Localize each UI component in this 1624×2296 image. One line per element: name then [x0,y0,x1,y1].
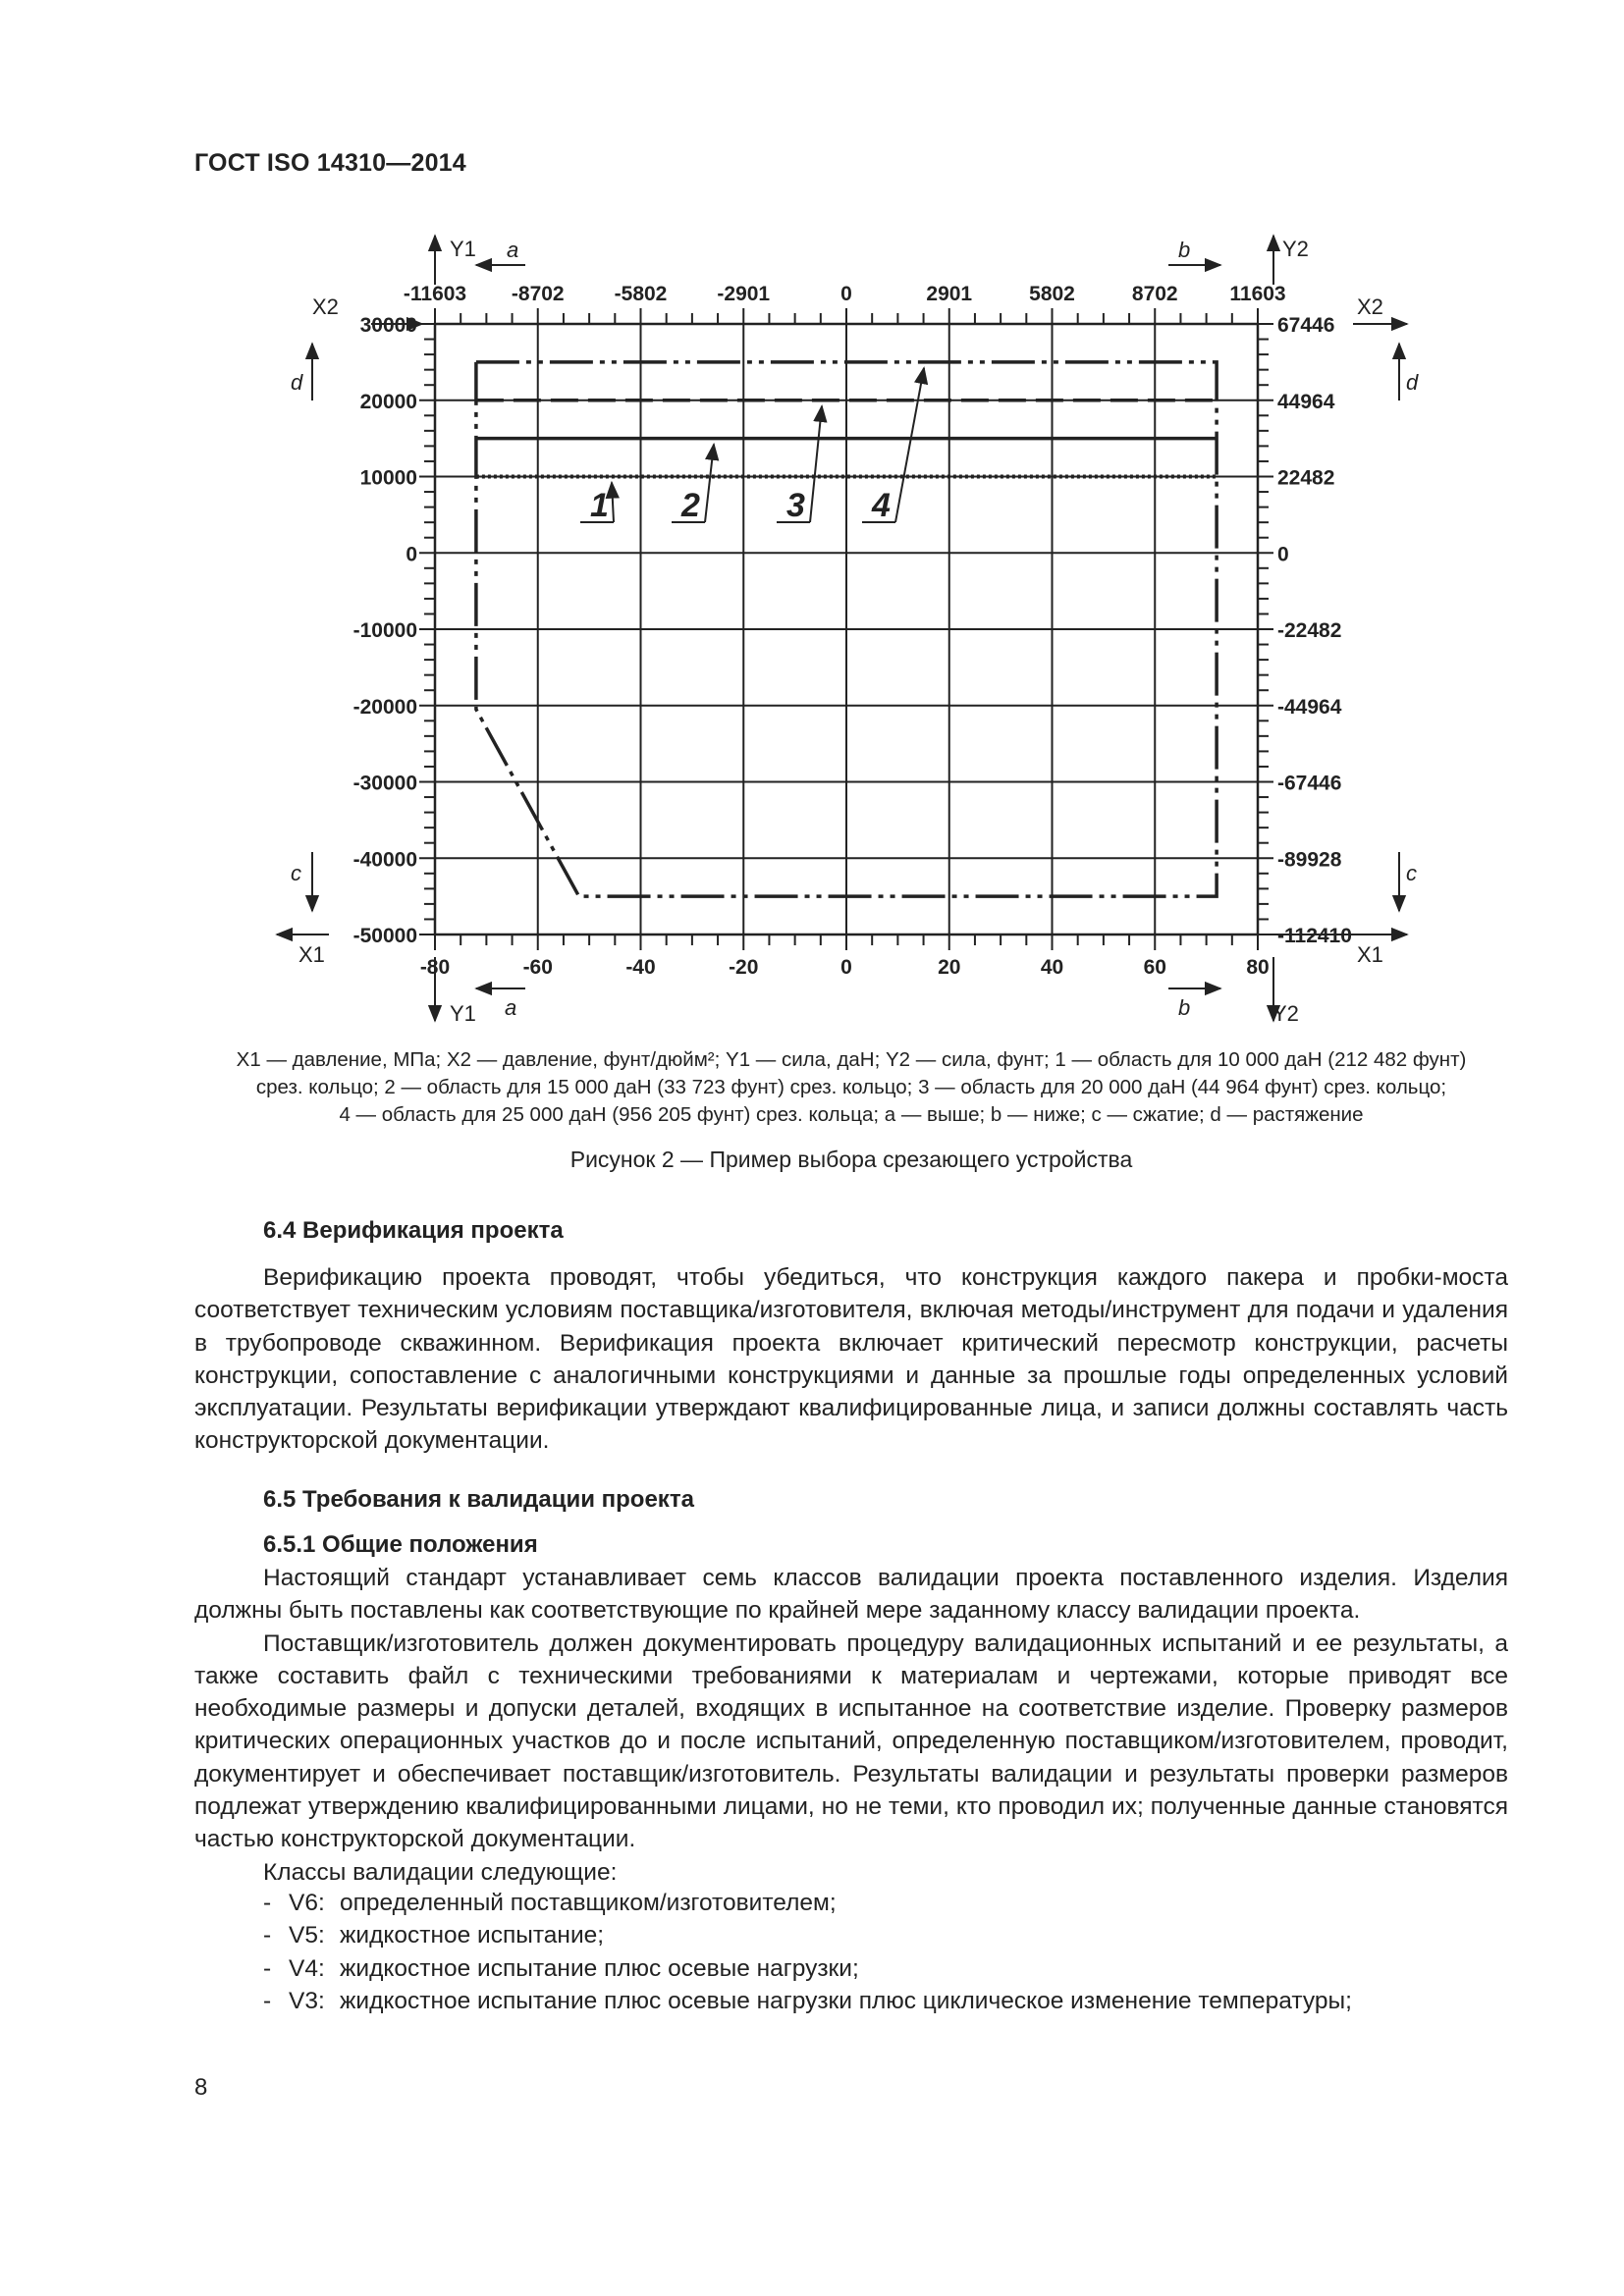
axis-label-y2-top: Y2 [1282,237,1309,261]
callout-label: 2 [681,487,700,524]
x1-tick-label: 80 [1246,956,1270,979]
y2-tick-label: 0 [1277,543,1289,566]
paragraph: Классы валидации следующие: [263,1858,618,1886]
x1-tick-label: -60 [522,956,553,979]
callout-leader [895,368,924,522]
axis-label-x2-right: X2 [1357,294,1383,319]
y1-tick-label: 0 [406,543,417,566]
x1-tick-label: 0 [840,956,852,979]
page-number: 8 [194,2074,208,2101]
y1-tick-label: 20000 [359,390,417,413]
section-6-5-1-text [194,1562,1508,1889]
axis-label-y1-top: Y1 [450,237,476,261]
y1-tick-label: -30000 [352,772,417,795]
y1-tick-label: -10000 [352,619,417,642]
y2-tick-label: 67446 [1277,314,1335,337]
x1-tick-label: 20 [938,956,961,979]
document-header: ГОСТ ISO 14310—2014 [194,149,466,177]
direction-label-d-left: d [291,370,303,395]
callout-leader [612,483,614,523]
x2-tick-label: -2901 [717,283,771,305]
y1-tick-label: -40000 [352,848,417,872]
x2-tick-label: -8702 [511,283,565,305]
y2-tick-label: 44964 [1277,390,1335,413]
x2-tick-label: -11603 [403,283,467,305]
x1-tick-label: -40 [625,956,656,979]
y1-tick-label: 10000 [359,466,417,490]
section-6-5-title: 6.5 Требования к валидации проекта [263,1486,694,1513]
callout-label: 4 [872,487,891,524]
callout-label: 3 [786,487,805,524]
x2-tick-label: 2901 [926,283,973,305]
axis-label-x1-right: X1 [1357,942,1383,967]
legend-line: 4 — область для 25 000 даН (956 205 фунт) срез. кольца; a — выше; b — ниже; c — сжатие; d — растяжение [339,1103,1364,1126]
x1-tick-label: 40 [1040,956,1064,979]
x2-tick-label: 8702 [1131,283,1178,305]
x1-tick-label: 60 [1143,956,1166,979]
list-item: - V5: жидкостное испытание; [263,1922,605,1949]
axis-label-x2-left: X2 [312,294,339,319]
axis-label-y2-bottom: Y2 [1272,1001,1299,1026]
list-item: - V6: определенный поставщиком/изготовителем; [263,1890,837,1916]
shear-device-chart [0,0,1624,1041]
paragraph: Верификацию проекта проводят, чтобы убедиться, что конструкция каждого пакера и пробки-моста соответствует техническим условиям поставщика/изготовителя, включая методы/инструмент для подачи и удаления в трубопроводе скважинном. Верификация проекта включает критический пересмотр конструкции, расчеты конструкции, сопоставление с аналогичными конструкциями и данные за прошлые годы определенных условий эксплуатации. Результаты верификации утверждают квалифицированные лица, и записи должны составлять часть конструкторской документации. [194,1264,1508,1455]
y2-tick-label: 22482 [1277,466,1335,490]
y2-tick-label: -89928 [1277,848,1342,872]
y2-tick-label: -44964 [1277,695,1342,719]
y1-tick-label: 30000 [359,314,417,337]
direction-label-a-top: a [507,238,519,262]
section-6-4-text [194,1261,1508,1458]
section-6-4-title: 6.4 Верификация проекта [263,1217,564,1244]
list-item: - V3: жидкостное испытание плюс осевые нагрузки плюс циклическое изменение температуры; [263,1987,1352,2014]
series-callouts [580,368,924,524]
direction-label-d-right: d [1406,370,1419,395]
x2-tick-label: -5802 [614,283,668,305]
paragraph: Поставщик/изготовитель должен документировать процедуру валидационных испытаний и ее результаты, а также составить файл с техническими требованиями к материалам и чертежами, которые приводят все необходимые размеры и допуски деталей, входящих в испытанное на соответствие изделие. Проверку размеров критических операционных участков до и после испытаний, определенную поставщиком/изготовителем, проводит, документирует и обеспечивает поставщик/изготовитель. Результаты валидации и результаты проверки размеров подлежат утверждению квалифицированными лицами, но не теми, кто проводил их; полученные данные становятся частью конструкторской документации. [194,1629,1508,1853]
y2-tick-label: -67446 [1277,772,1342,795]
validation-class-list [263,1887,1352,2017]
direction-label-b-top: b [1178,238,1191,262]
legend-line: срез. кольцо; 2 — область для 15 000 даН (33 723 фунт) срез. кольцо; 3 — область для 20 000 даН (44 964 фунт) срез. кольцо; [255,1076,1447,1098]
legend-line: X1 — давление, МПа; X2 — давление, фунт/дюйм²; Y1 — сила, даН; Y2 — сила, фунт; 1 — область для 10 000 даН (212 482 фунт) [236,1048,1467,1071]
figure-caption: Рисунок 2 — Пример выбора срезающего устройства [569,1147,1133,1172]
direction-label-b-bottom: b [1178,995,1191,1020]
paragraph: Настоящий стандарт устанавливает семь классов валидации проекта поставленного изделия. Изделия должны быть поставлены как соответствующие по крайней мере заданному классу валидации проекта. [194,1565,1508,1625]
axis-label-y1-bottom: Y1 [450,1001,476,1026]
chart-tick-labels [353,283,1352,979]
callout-leader [810,406,822,522]
y2-tick-label: -22482 [1277,619,1342,642]
section-6-5-1-title: 6.5.1 Общие положения [263,1531,538,1558]
x1-tick-label: -80 [419,956,451,979]
x2-tick-label: 11603 [1229,283,1286,305]
y1-tick-label: -20000 [352,695,417,719]
axis-label-x1-left: X1 [298,942,325,967]
figure-legend [194,1046,1508,1129]
direction-label-c-right: c [1406,861,1417,885]
callout-label: 1 [590,487,609,524]
x2-tick-label: 5802 [1029,283,1075,305]
x2-tick-label: 0 [840,283,852,305]
chart-grid [435,324,1258,934]
y1-tick-label: -50000 [352,925,417,947]
callout-leader [705,445,714,522]
x1-tick-label: -20 [729,956,759,979]
list-item: - V4: жидкостное испытание плюс осевые нагрузки; [263,1954,859,1982]
direction-label-a-bottom: a [505,995,517,1020]
y2-tick-label: -112410 [1277,925,1352,947]
direction-label-c-left: c [291,861,301,885]
